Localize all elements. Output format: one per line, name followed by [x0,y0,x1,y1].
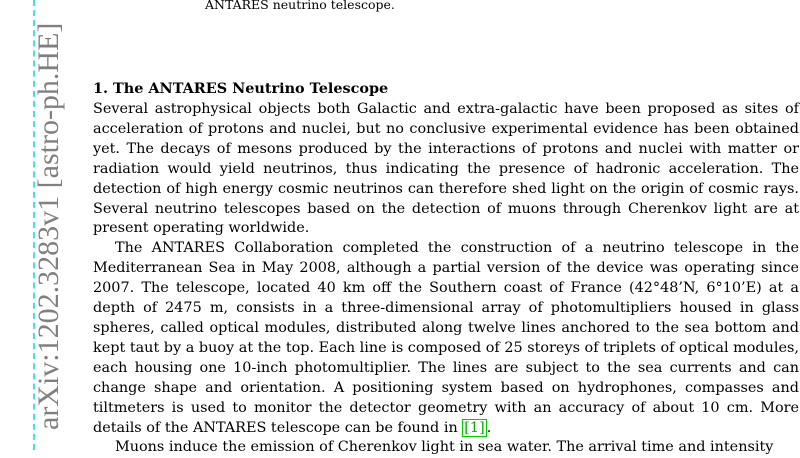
section-antares [93,78,799,458]
paragraph-1: Several astrophysical objects both Galactic and extra-galactic have been proposed as sites of acceleration of protons and nuclei, but no conclusive experimental evidence has been obtained yet. The decays of mesons produced by the interactions of protons and nuclei with matter or radiation would yield neutrinos, thus indicating the presence of hadronic acceleration. The detection of high energy cosmic neutrinos can therefore shed light on the origin of cosmic rays. Several neutrino telescopes based on the detection of muons through Cherenkov light are at present operating worldwide. [93,101,799,237]
citation-link[interactable]: [1] [464,419,485,436]
paragraph-2-end: . [486,419,492,436]
arxiv-sidebar [0,0,65,450]
figure-caption-tail: ANTARES neutrino telescope. [205,0,395,12]
paragraph-2-text: The ANTARES Collaboration completed the construction of a neutrino telescope in the Mediterranean Sea in May 2008, although a partial version of the device was operating since 2007. The telescope, located 40 km off the Southern coast of France (42°48’N, 6°10’E) at a depth of 2475 m, consists in a three-dimensional array of photomultipliers housed in glass spheres, called optical modules, distributed along twelve lines anchored to the sea bottom and kept taut by a buoy at the top. Each line is composed of 25 storeys of triplets of optical modules, each housing one 10-inch photomultiplier. The lines are subject to the sea currents and can change shape and orientation. A positioning system based on hydrophones, compasses and tiltmeters is used to monitor the detector geometry with an accuracy of about 10 cm. More details of the ANTARES telescope can be found in [93,240,799,436]
arxiv-identifier: arXiv:1202.3283v1 [astro-ph.HE] [32,22,65,430]
section-heading: 1. The ANTARES Neutrino Telescope [93,80,389,97]
paragraph-2 [93,239,799,438]
paragraph-3: Muons induce the emission of Cherenkov light in sea water. The arrival time and intensity [115,439,774,456]
